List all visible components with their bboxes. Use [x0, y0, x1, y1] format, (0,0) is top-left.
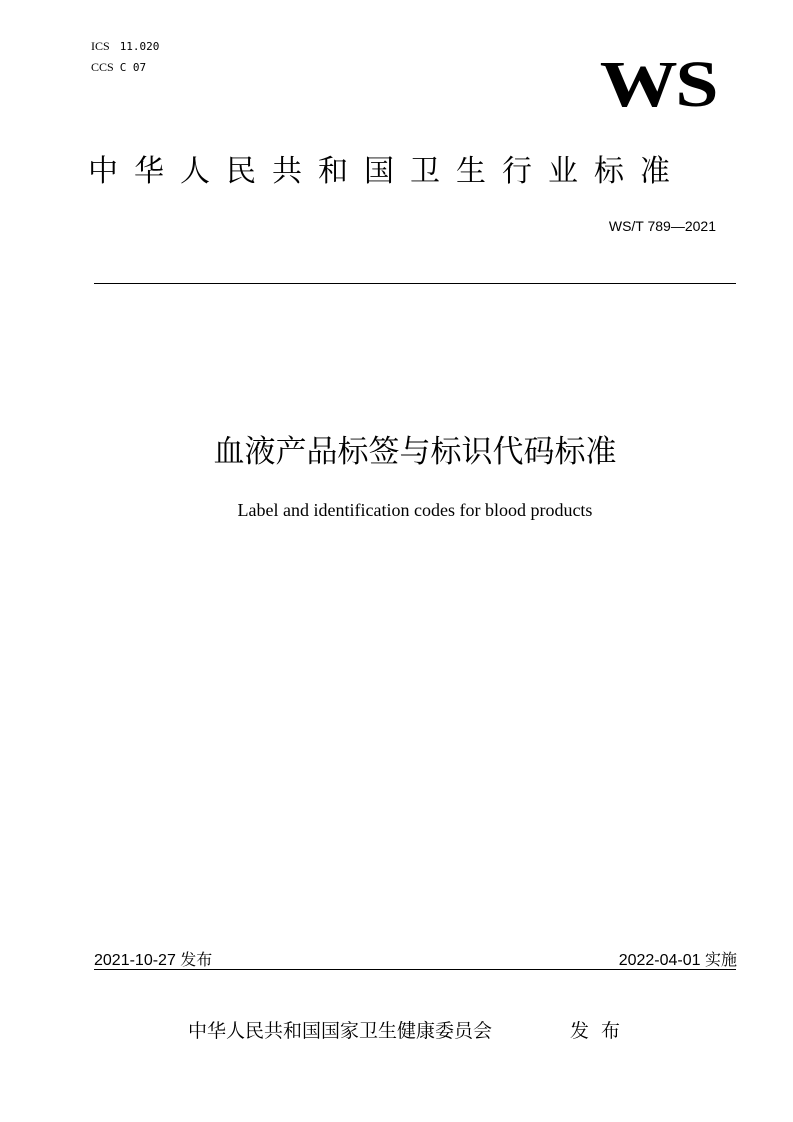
- ics-classification: [91, 39, 159, 54]
- document-title-english: Label and identification codes for blood products: [237, 500, 593, 520]
- standard-category-title: 中华人民共和国卫生行业标准: [88, 154, 686, 189]
- document-title-chinese: 血液产品标签与标识代码标准: [213, 434, 617, 470]
- ccs-classification: [91, 60, 146, 75]
- implementation-date: 2022-04-01 实施: [618, 952, 737, 969]
- ics-value: 11.020: [119, 40, 160, 53]
- header-divider: [94, 283, 736, 284]
- footer-divider: [94, 969, 736, 970]
- ccs-label: CCS: [91, 60, 114, 74]
- issue-label: 发布: [570, 1020, 633, 1042]
- ws-logo: WS: [599, 48, 717, 121]
- ics-label: ICS: [91, 39, 110, 53]
- standard-number: WS/T 789—2021: [608, 218, 716, 234]
- issuing-authority: 中华人民共和国国家卫生健康委员会: [188, 1020, 493, 1042]
- ccs-value: C 07: [119, 61, 147, 74]
- issue-date: 2021-10-27 发布: [94, 952, 213, 969]
